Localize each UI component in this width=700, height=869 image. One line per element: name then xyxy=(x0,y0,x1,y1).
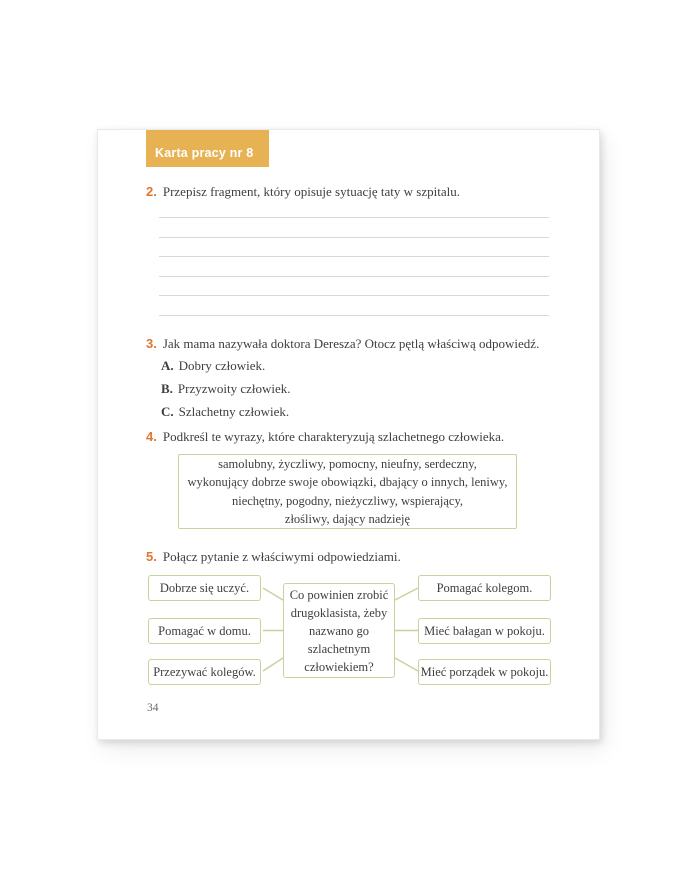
question-3-number: 3. xyxy=(146,336,157,351)
match-left-answer-3-text: Przezywać kolegów. xyxy=(153,664,256,679)
worksheet-page xyxy=(97,129,600,740)
match-left-answer-1 xyxy=(148,575,261,601)
option-b-text: Przyzwoity człowiek. xyxy=(177,381,291,396)
match-left-answer-2-text: Pomagać w domu. xyxy=(158,623,251,638)
word-box-line: niechętny, pogodny, nieżyczliwy, wspierający, xyxy=(231,493,464,508)
option-c-text: Szlachetny człowiek. xyxy=(178,404,290,419)
match-right-answer-2 xyxy=(418,618,551,644)
question-3-option-a xyxy=(161,358,265,374)
question-4-prompt: Podkreśl te wyrazy, które charakteryzują szlachetnego człowieka. xyxy=(162,429,505,444)
match-left-answer-2 xyxy=(148,618,261,644)
match-left-answer-1-text: Dobrze się uczyć. xyxy=(159,580,250,595)
writing-line xyxy=(159,276,549,277)
question-4 xyxy=(146,429,504,445)
word-box-line: złośliwy, dający nadzieję xyxy=(284,512,411,526)
connector-right-top xyxy=(395,588,418,600)
option-a-label: A. xyxy=(161,358,174,373)
question-2-prompt: Przepisz fragment, który opisuje sytuację taty w szpitalu. xyxy=(162,184,460,199)
match-center-question xyxy=(283,583,395,678)
option-c-label: C. xyxy=(161,404,174,419)
question-3-prompt: Jak mama nazywała doktora Deresza? Otocz pętlą właściwą odpowiedź. xyxy=(162,336,540,351)
question-5-prompt: Połącz pytanie z właściwymi odpowiedziami. xyxy=(162,549,401,564)
word-box-line: wykonujący dobrze swoje obowiązki, dbający o innych, leniwy, xyxy=(187,475,508,489)
word-box-line: samolubny, życzliwy, pomocny, nieufny, serdeczny, xyxy=(218,456,477,471)
worksheet-title-badge xyxy=(146,130,269,167)
writing-line xyxy=(159,237,549,238)
writing-line xyxy=(159,256,549,257)
match-right-answer-2-text: Mieć bałagan w pokoju. xyxy=(424,623,545,638)
writing-line xyxy=(159,295,549,296)
match-right-answer-3-text: Mieć porządek w pokoju. xyxy=(420,664,549,679)
question-5-number: 5. xyxy=(146,549,157,564)
question-2-number: 2. xyxy=(146,184,157,199)
question-2 xyxy=(146,184,460,200)
connector-left-top xyxy=(263,588,283,600)
connector-left-bottom xyxy=(263,658,283,671)
writing-line xyxy=(159,217,549,218)
worksheet-title: Karta pracy nr 8 xyxy=(155,146,254,160)
match-left-answer-3 xyxy=(148,659,261,685)
connector-right-bottom xyxy=(395,658,418,671)
match-right-answer-3 xyxy=(418,659,551,685)
question-3 xyxy=(146,336,539,352)
word-choice-box xyxy=(178,454,517,529)
writing-line xyxy=(159,315,549,316)
question-5 xyxy=(146,549,401,565)
question-3-option-c xyxy=(161,404,289,420)
match-right-answer-1 xyxy=(418,575,551,601)
question-3-option-b xyxy=(161,381,291,397)
option-a-text: Dobry człowiek. xyxy=(178,358,266,373)
match-right-answer-1-text: Pomagać kolegom. xyxy=(436,580,533,595)
option-b-label: B. xyxy=(161,381,173,396)
question-4-number: 4. xyxy=(146,429,157,444)
match-center-question-text: Co powinien zrobić drugoklasista, żeby nazwano go szlachetnym człowiekiem? xyxy=(289,587,389,674)
page-number: 34 xyxy=(147,702,159,714)
